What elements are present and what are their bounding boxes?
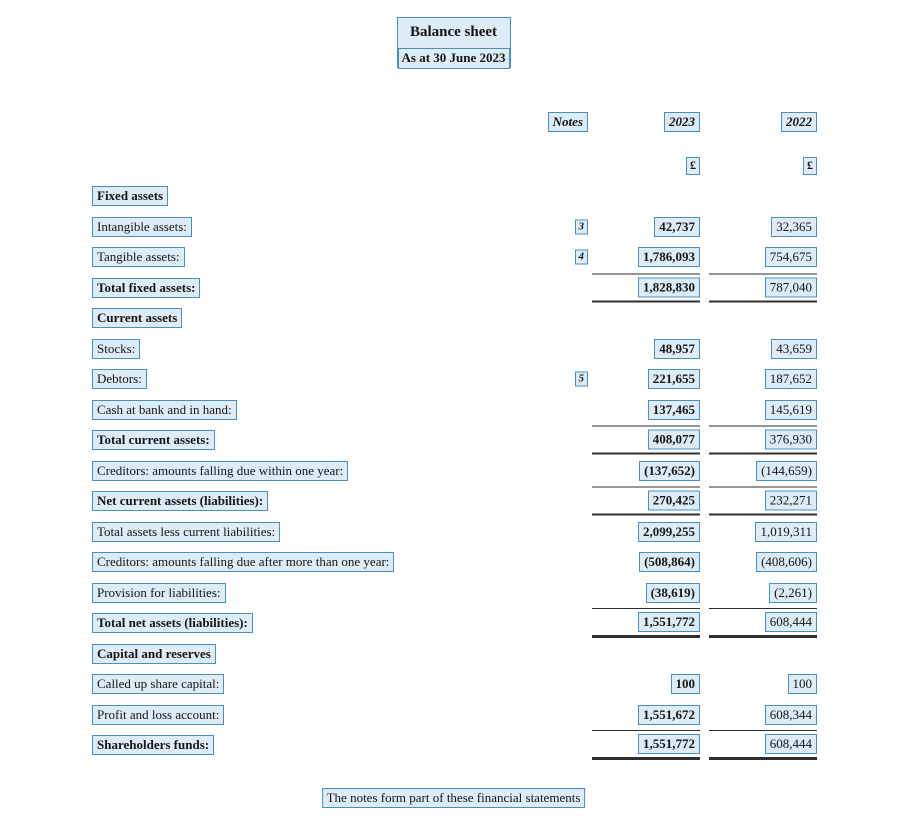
row-label-cell (92, 431, 215, 449)
value-2023-cell (592, 487, 700, 516)
row-label: Net current assets (liabilities): (92, 491, 268, 511)
balance-row-10 (0, 486, 907, 517)
row-label: Stocks: (92, 339, 140, 359)
value-2023: (38,619) (646, 583, 700, 603)
row-label-cell (92, 553, 394, 571)
row-label: Total fixed assets: (92, 278, 200, 298)
value-2022-cell (709, 608, 817, 638)
row-label: Provision for liabilities: (92, 583, 226, 603)
value-2022: (144,659) (756, 461, 817, 481)
row-label-cell (92, 492, 268, 510)
statement-rows (0, 181, 907, 761)
value-2022: 187,652 (765, 369, 817, 389)
value-2023: (508,864) (639, 552, 700, 572)
balance-row-2 (0, 242, 907, 273)
row-label: Shareholders funds: (92, 735, 214, 755)
row-label-cell (92, 370, 147, 388)
value-2022-cell (709, 583, 817, 603)
row-label: Fixed assets (92, 186, 168, 206)
year-2023-column-header-cell (592, 112, 700, 132)
notes-column-header: Notes (548, 112, 588, 132)
pound-symbol-2023: £ (686, 157, 700, 175)
value-2023: 1,551,772 (638, 612, 700, 632)
page-subtitle-date: As at 30 June 2023 (397, 48, 509, 69)
year-2022-column-header: 2022 (781, 112, 817, 132)
row-label-cell (92, 645, 216, 663)
row-label: Profit and loss account: (92, 705, 224, 725)
row-label-cell (92, 218, 192, 236)
note-ref-cell (550, 219, 588, 234)
currency-2022-cell (709, 157, 817, 175)
row-label-cell (92, 340, 140, 358)
value-2023: 100 (671, 674, 701, 694)
balance-row-7 (0, 395, 907, 426)
footer-note: The notes form part of these financial statements (322, 788, 586, 808)
value-2023-cell (592, 369, 700, 389)
row-label: Intangible assets: (92, 217, 192, 237)
value-2022-cell (709, 461, 817, 481)
value-2023-cell (592, 674, 700, 694)
row-label-cell (92, 736, 214, 754)
balance-row-14 (0, 608, 907, 639)
value-2022-cell (709, 273, 817, 302)
value-2023-cell (592, 400, 700, 420)
year-2023-column-header: 2023 (664, 112, 700, 132)
value-2022: 754,675 (765, 247, 817, 267)
balance-row-13 (0, 578, 907, 609)
row-label-cell (92, 675, 224, 693)
balance-row-18 (0, 730, 907, 761)
footer-block (322, 789, 586, 807)
value-2023: 48,957 (654, 339, 700, 359)
value-2022-cell (709, 247, 817, 267)
value-2022: 43,659 (771, 339, 817, 359)
value-2023: 270,425 (648, 491, 700, 511)
value-2023-cell (592, 461, 700, 481)
value-2023-cell (592, 583, 700, 603)
value-2022: 1,019,311 (755, 522, 817, 542)
value-2022-cell (709, 487, 817, 516)
value-2023-cell (592, 217, 700, 237)
value-2023: 2,099,255 (638, 522, 700, 542)
title-box (396, 17, 510, 68)
row-label-cell (92, 279, 200, 297)
balance-row-1 (0, 212, 907, 243)
balance-row-5 (0, 334, 907, 365)
note-ref: 4 (575, 250, 589, 265)
row-label: Tangible assets: (92, 247, 185, 267)
balance-row-12 (0, 547, 907, 578)
row-label-cell (92, 401, 237, 419)
value-2022: 376,930 (765, 430, 817, 450)
value-2022: (408,606) (756, 552, 817, 572)
value-2023-cell (592, 552, 700, 572)
row-label: Creditors: amounts falling due within one year: (92, 461, 348, 481)
value-2022-cell (709, 369, 817, 389)
value-2022: 32,365 (771, 217, 817, 237)
year-2022-column-header-cell (709, 112, 817, 132)
row-label: Debtors: (92, 369, 147, 389)
balance-row-9 (0, 456, 907, 487)
value-2023-cell (592, 426, 700, 455)
value-2023: 42,737 (654, 217, 700, 237)
row-label: Called up share capital: (92, 674, 224, 694)
value-2023: 137,465 (648, 400, 700, 420)
row-label: Creditors: amounts falling due after more than one year: (92, 552, 394, 572)
value-2023: 1,786,093 (638, 247, 700, 267)
value-2022-cell (709, 217, 817, 237)
value-2023-cell (592, 273, 700, 302)
note-ref-cell (550, 372, 588, 387)
value-2022-cell (709, 674, 817, 694)
pound-symbol-2022: £ (803, 157, 817, 175)
row-label: Cash at bank and in hand: (92, 400, 237, 420)
row-label: Total current assets: (92, 430, 215, 450)
value-2022-cell (709, 705, 817, 725)
balance-row-17 (0, 700, 907, 731)
value-2023-cell (592, 247, 700, 267)
balance-row-8 (0, 425, 907, 456)
value-2022-cell (709, 522, 817, 542)
row-label-cell (92, 706, 224, 724)
value-2023: 1,551,672 (638, 705, 700, 725)
balance-row-3 (0, 273, 907, 304)
title-block (396, 17, 510, 68)
currency-2023-cell (592, 157, 700, 175)
row-label: Total assets less current liabilities: (92, 522, 280, 542)
note-ref-cell (550, 250, 588, 265)
balance-row-15 (0, 639, 907, 670)
value-2022-cell (709, 339, 817, 359)
value-2022: 787,040 (765, 277, 817, 297)
row-label-cell (92, 187, 168, 205)
value-2023-cell (592, 339, 700, 359)
row-label-cell (92, 309, 182, 327)
row-label: Capital and reserves (92, 644, 216, 664)
balance-row-6 (0, 364, 907, 395)
value-2023: 1,551,772 (638, 734, 700, 754)
note-ref: 3 (575, 219, 589, 234)
row-label-cell (92, 248, 185, 266)
value-2022: 145,619 (765, 400, 817, 420)
value-2022-cell (709, 400, 817, 420)
value-2022: 608,444 (765, 612, 817, 632)
balance-row-16 (0, 669, 907, 700)
value-2023-cell (592, 608, 700, 638)
value-2023: 221,655 (648, 369, 700, 389)
value-2022: 608,444 (765, 734, 817, 754)
note-ref: 5 (575, 372, 589, 387)
value-2022-cell (709, 426, 817, 455)
value-2022: (2,261) (769, 583, 817, 603)
row-label-cell (92, 584, 226, 602)
value-2023: (137,652) (639, 461, 700, 481)
value-2023-cell (592, 522, 700, 542)
value-2022: 100 (788, 674, 818, 694)
value-2022-cell (709, 730, 817, 760)
page-title: Balance sheet (409, 24, 498, 40)
row-label-cell (92, 462, 348, 480)
row-label-cell (92, 523, 280, 541)
value-2022: 232,271 (765, 491, 817, 511)
balance-row-11 (0, 517, 907, 548)
value-2022: 608,344 (765, 705, 817, 725)
value-2023-cell (592, 705, 700, 725)
notes-column-header-cell (548, 112, 588, 132)
value-2023: 408,077 (648, 430, 700, 450)
row-label: Total net assets (liabilities): (92, 613, 253, 633)
row-label-cell (92, 614, 253, 632)
balance-row-4 (0, 303, 907, 334)
row-label: Current assets (92, 308, 182, 328)
value-2023: 1,828,830 (638, 277, 700, 297)
balance-row-0 (0, 181, 907, 212)
value-2023-cell (592, 730, 700, 760)
value-2022-cell (709, 552, 817, 572)
